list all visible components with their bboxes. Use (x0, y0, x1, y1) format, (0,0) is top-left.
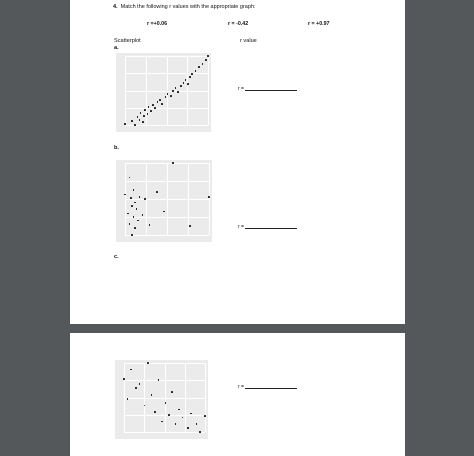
answer-blank-a[interactable] (245, 90, 297, 91)
gridline-horizontal (125, 199, 209, 200)
scatter-point (171, 391, 173, 393)
gridline-horizontal (125, 235, 209, 236)
scatter-point (131, 120, 133, 122)
scatter-point (139, 383, 141, 385)
scatter-point (161, 421, 163, 423)
answer-line-b[interactable] (238, 224, 297, 230)
scatter-point (131, 205, 133, 207)
scatter-point (129, 223, 131, 225)
scatter-point (170, 95, 172, 97)
answer-line-c[interactable] (238, 384, 297, 390)
gridline-horizontal (125, 217, 209, 218)
r-value-option-2: r = -0.42 (228, 21, 249, 27)
question-number: 4. (113, 4, 118, 10)
scatter-point (196, 423, 198, 425)
scatter-point (165, 402, 167, 404)
scatter-point (139, 196, 141, 198)
part-c-label: c. (114, 254, 119, 260)
gridline-horizontal (124, 415, 205, 416)
scatter-point (130, 197, 132, 199)
scatter-point (163, 211, 165, 213)
scatter-point (135, 387, 137, 389)
scatter-point (182, 417, 184, 419)
scatter-point (202, 63, 204, 65)
gridline-horizontal (125, 91, 208, 92)
scatter-point (165, 96, 167, 98)
scatter-point (134, 202, 136, 204)
gridline-vertical (209, 163, 210, 235)
scatter-point (172, 90, 174, 92)
scatter-point (127, 213, 129, 215)
gridline-vertical (185, 363, 186, 432)
scatter-point (168, 414, 170, 416)
scatterplot-a (116, 53, 211, 132)
scatter-point (129, 177, 131, 179)
scatter-point (180, 85, 182, 87)
scatter-point (157, 101, 159, 103)
scatter-point (205, 59, 207, 61)
scatter-point (147, 113, 149, 115)
gridline-horizontal (124, 432, 205, 433)
scatter-point (134, 227, 136, 229)
question-text: Match the following r values with the appropriate graph: (120, 4, 256, 10)
scatter-point (133, 189, 135, 191)
scatter-point (204, 415, 206, 417)
gridline-vertical (187, 56, 188, 125)
part-a-label: a. (114, 45, 119, 51)
scatter-point (208, 196, 210, 198)
scatter-point (187, 83, 189, 85)
gridline-horizontal (124, 398, 205, 399)
gridline-horizontal (125, 108, 208, 109)
scatter-point (175, 87, 177, 89)
question-title (113, 4, 255, 10)
scatter-point (161, 103, 163, 105)
scatter-point (183, 82, 185, 84)
answer-blank-b[interactable] (245, 228, 297, 229)
scatter-point (185, 79, 187, 81)
scatter-point (207, 55, 209, 57)
scatter-point (142, 214, 144, 216)
scatter-point (143, 115, 145, 117)
answer-prefix-a: r = (238, 86, 244, 92)
r-value-option-1: r =+0.06 (147, 21, 168, 27)
scatter-point (195, 70, 197, 72)
scatter-point (139, 119, 141, 121)
scatter-point (123, 378, 125, 380)
scatter-point (187, 427, 189, 429)
scatter-point (178, 409, 180, 411)
scatter-point (189, 76, 191, 78)
scatter-point (189, 225, 191, 227)
scatter-point (154, 411, 156, 413)
column-heading-r-value: r value (240, 38, 257, 44)
scatter-point (191, 73, 193, 75)
worksheet-page-2 (70, 333, 405, 456)
scatter-point (151, 394, 153, 396)
scatter-point (149, 224, 151, 226)
scatter-point (167, 93, 169, 95)
scatter-point (130, 369, 132, 371)
scatter-point (198, 66, 200, 68)
answer-prefix-b: r = (238, 224, 244, 230)
scatter-point (140, 112, 142, 114)
scatterplot-b (116, 160, 212, 242)
gridline-vertical (205, 363, 206, 432)
scatter-point (127, 398, 129, 400)
scatter-point (154, 107, 156, 109)
scatter-point (172, 162, 174, 164)
r-value-option-3: r = +0.97 (308, 21, 330, 27)
part-b-label: b. (114, 145, 119, 151)
answer-blank-c[interactable] (245, 388, 297, 389)
scatter-point (131, 234, 133, 236)
scatter-point (137, 116, 139, 118)
gridline-vertical (188, 163, 189, 235)
gridline-vertical (208, 56, 209, 125)
scatter-point (199, 431, 201, 433)
scatter-point (159, 99, 161, 101)
scatter-point (142, 121, 144, 123)
scatter-point (156, 191, 158, 193)
scatter-point (152, 104, 154, 106)
scatter-point (150, 110, 152, 112)
scatter-point (144, 198, 146, 200)
scatter-point (144, 109, 146, 111)
answer-line-a[interactable] (238, 86, 297, 92)
scatter-point (134, 124, 136, 126)
scatter-point (177, 91, 179, 93)
answer-prefix-c: r = (238, 384, 244, 390)
scatter-point (175, 423, 177, 425)
scatterplot-c (115, 360, 208, 439)
column-heading-scatterplot: Scatterplot (114, 38, 141, 44)
scatter-point (147, 362, 149, 364)
scatter-point (124, 123, 126, 125)
scatter-point (136, 208, 138, 210)
worksheet-page-1 (70, 0, 405, 324)
scatter-point (137, 220, 139, 222)
gridline-horizontal (125, 125, 208, 126)
